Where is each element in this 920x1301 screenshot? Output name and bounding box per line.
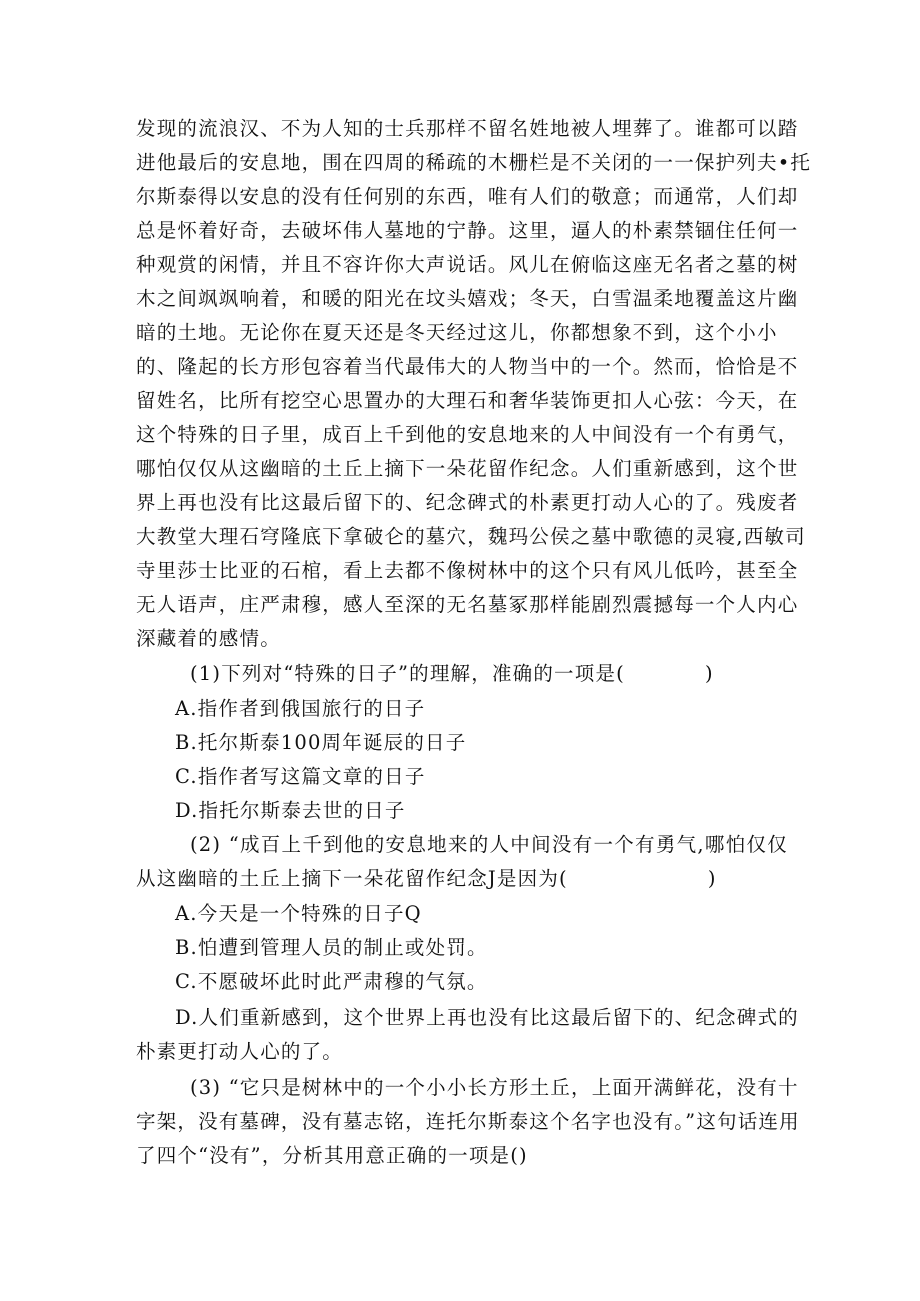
question-1-stem-close: ) xyxy=(704,662,714,685)
question-2-stem-text: 从这幽暗的土丘上摘下一朵花留作纪念J是因为( xyxy=(136,867,568,890)
passage-line: 暗的土地。无论你在夏天还是冬天经过这儿，你都想象不到，这个小小 xyxy=(136,321,778,344)
passage-line: 哪怕仅仅从这幽暗的土丘上摘下一朵花留作纪念。人们重新感到，这个世 xyxy=(136,457,799,480)
passage-line: 进他最后的安息地，围在四周的稀疏的木栅栏是不关闭的一一保护列夫•托 xyxy=(136,151,812,174)
question-2-stem-close: ) xyxy=(707,867,717,890)
passage-line: 这个特殊的日子里，成百上千到他的安息地来的人中间没有一个有勇气， xyxy=(136,423,799,446)
question-2-stem-line-2 xyxy=(136,862,717,896)
question-1-option-b: B.托尔斯泰100周年诞辰的日子 xyxy=(175,731,467,754)
question-1-stem-text: (1)下列对“特殊的日子”的理解，准确的一项是( xyxy=(190,662,625,685)
question-2-stem-line-1: (2) “成百上千到他的安息地来的人中间没有一个有勇气,哪怕仅仅 xyxy=(190,833,788,856)
question-3-stem-line-2: 字架，没有墓碑，没有墓志铭，连托尔斯泰这个名字也没有。”这句话连用 xyxy=(136,1110,800,1133)
passage-line: 尔斯泰得以安息的没有任何别的东西，唯有人们的敬意；而通常，人们却 xyxy=(136,185,799,208)
question-2-option-a: A.今天是一个特殊的日子Q xyxy=(175,902,422,925)
question-1-option-c: C.指作者写这篇文章的日子 xyxy=(175,765,426,788)
question-3-stem-line-3: 了四个“没有”，分析其用意正确的一项是() xyxy=(136,1144,528,1167)
passage-line: 留姓名，比所有挖空心思置办的大理石和奢华装饰更扣人心弦：今天，在 xyxy=(136,389,799,412)
passage-line: 界上再也没有比这最后留下的、纪念碑式的朴素更打动人心的了。残废者 xyxy=(136,491,799,514)
passage-line: 总是怀着好奇，去破坏伟人墓地的宁静。这里，逼人的朴素禁锢住任何一 xyxy=(136,219,799,242)
passage-line: 深藏着的感情。 xyxy=(136,627,281,650)
question-1-stem xyxy=(190,657,714,691)
passage-line: 木之间飒飒响着，和暖的阳光在坟头嬉戏；冬天，白雪温柔地覆盖这片幽 xyxy=(136,287,799,310)
question-2-option-d-line-2: 朴素更打动人心的了。 xyxy=(136,1040,344,1063)
passage-line: 无人语声，庄严肃穆，感人至深的无名墓冢那样能剧烈震撼每一个人内心 xyxy=(136,593,799,616)
passage-line: 种观赏的闲情，并且不容许你大声说话。风儿在俯临这座无名者之墓的树 xyxy=(136,253,799,276)
passage-line: 的、隆起的长方形包容着当代最伟大的人物当中的一个。然而，恰恰是不 xyxy=(136,355,799,378)
question-2-option-d-line-1: D.人们重新感到，这个世界上再也没有比这最后留下的、纪念碑式的 xyxy=(175,1006,799,1029)
question-2-option-b: B.怕遭到管理人员的制止或处罚。 xyxy=(175,936,488,959)
question-1-option-d: D.指托尔斯泰去世的日子 xyxy=(175,799,406,822)
passage-line: 寺里莎士比亚的石棺，看上去都不像树林中的这个只有风儿低吟，甚至全 xyxy=(136,559,799,582)
question-3-stem-line-1: (3) “它只是树林中的一个小小长方形土丘，上面开满鲜花，没有十 xyxy=(190,1076,799,1099)
question-2-option-c: C.不愿破坏此时此严肃穆的气氛。 xyxy=(175,970,488,993)
question-1-option-a: A.指作者到俄国旅行的日子 xyxy=(175,697,426,720)
passage-line: 大教堂大理石穹隆底下拿破仑的墓穴，魏玛公侯之墓中歌德的灵寝,西敏司 xyxy=(136,525,806,548)
passage-line: 发现的流浪汉、不为人知的士兵那样不留名姓地被人埋葬了。谁都可以踏 xyxy=(136,117,799,140)
